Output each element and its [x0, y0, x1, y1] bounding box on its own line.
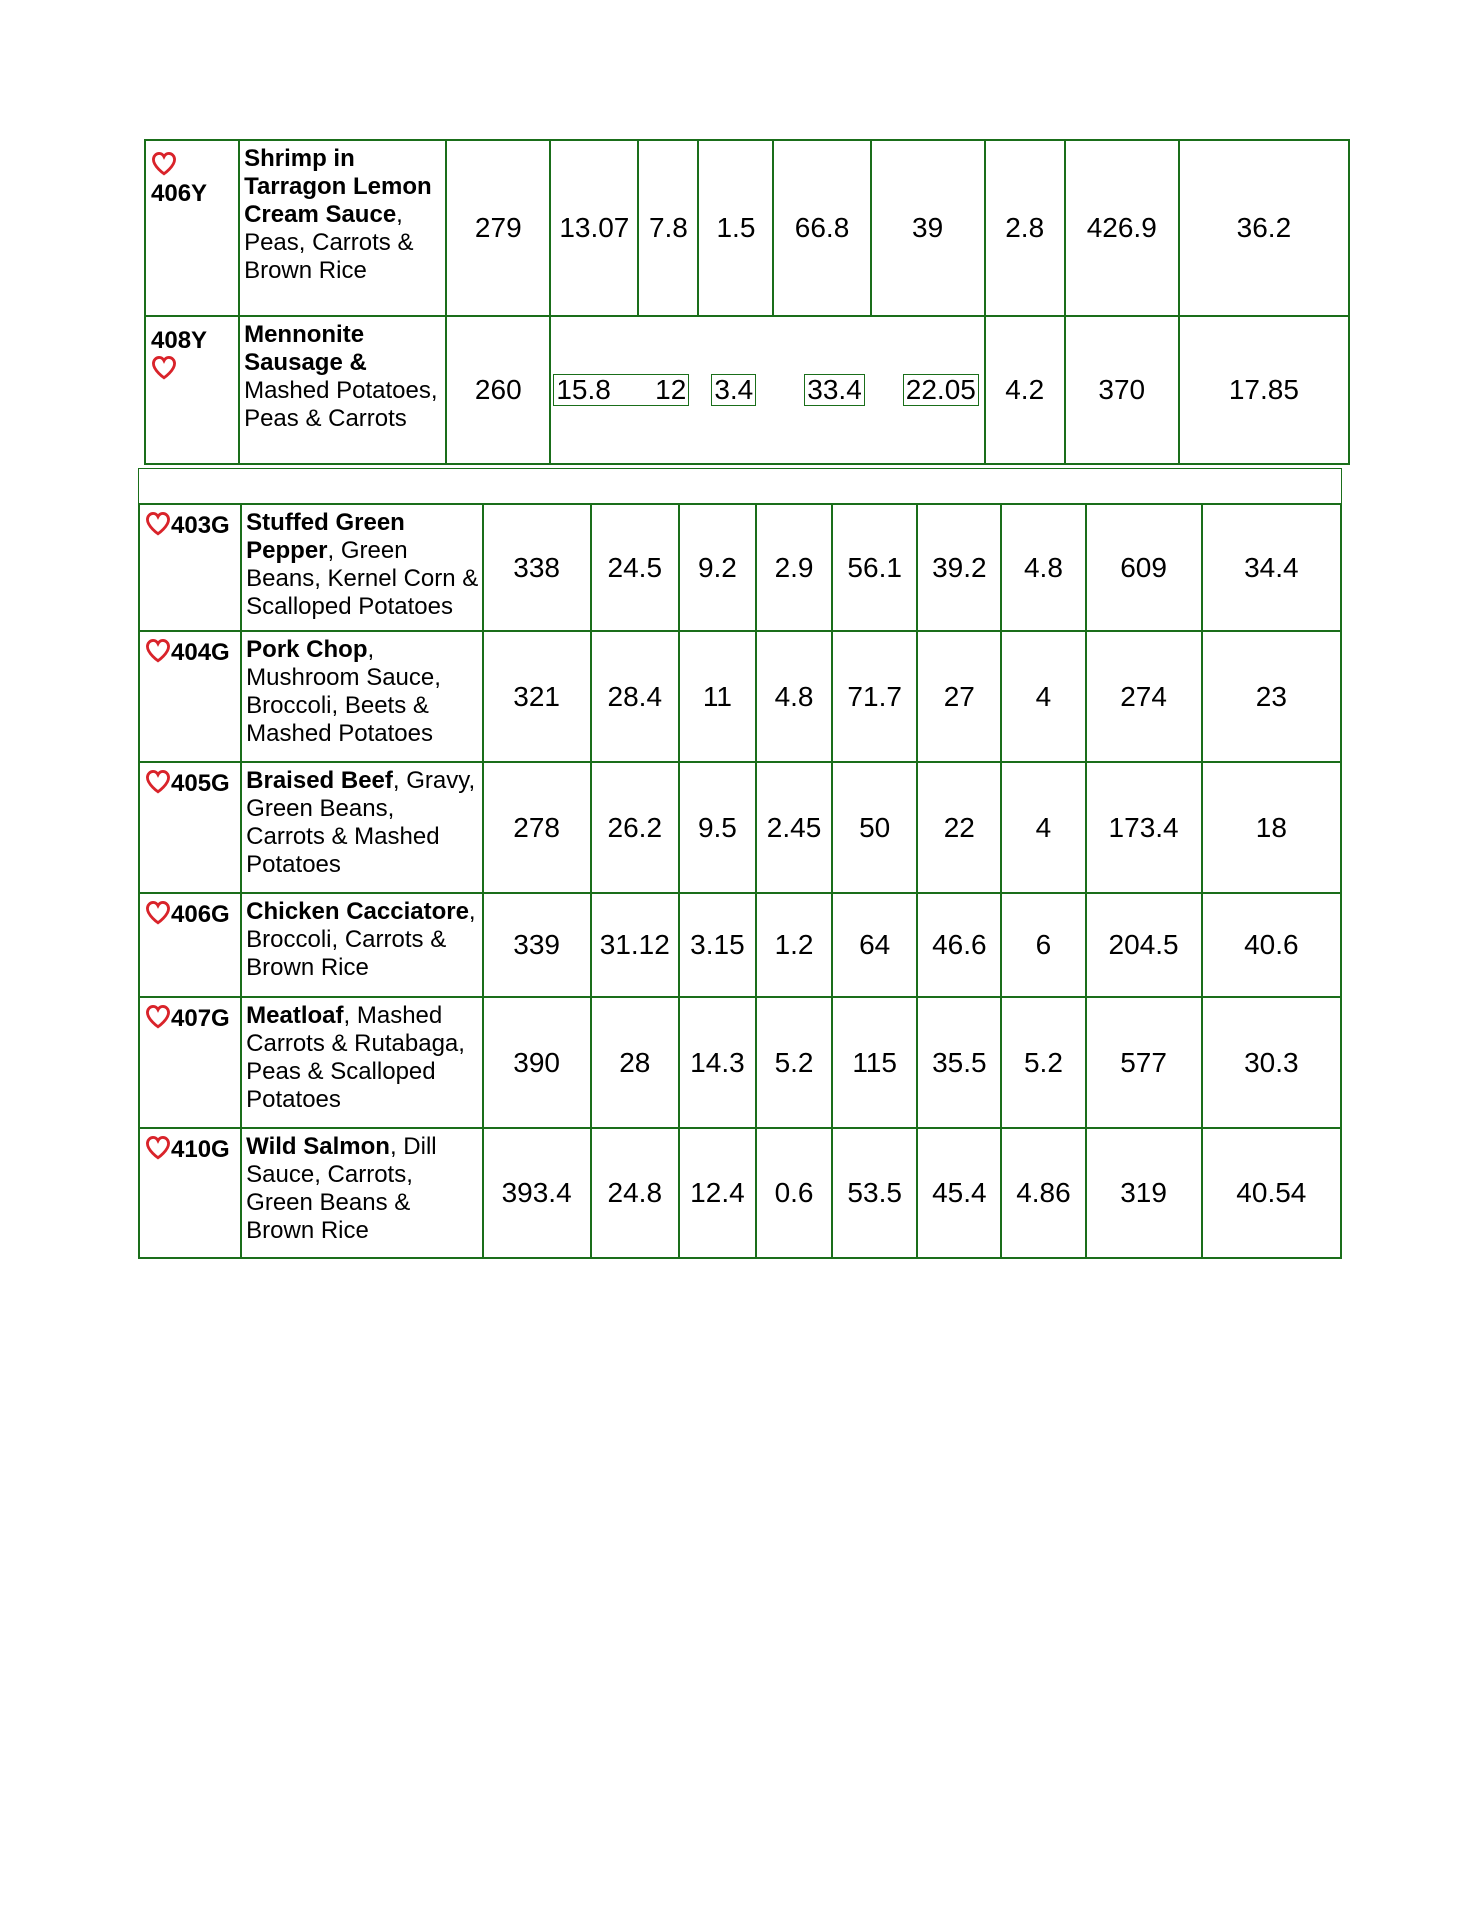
- cholesterol-value: 64: [832, 893, 917, 997]
- sugar-value: 36.2: [1179, 140, 1349, 316]
- fibre-value: 4: [1001, 631, 1085, 762]
- meal-name-cell: [241, 997, 482, 1128]
- meal-name-rest: , Dill Sauce, Carrots, Green Beans & Brown Rice: [246, 1133, 437, 1244]
- carbohydrate-value: 22.05: [903, 374, 979, 406]
- meal-name-cell: [239, 316, 446, 464]
- meal-name-rest: Mashed Potatoes, Peas & Carrots: [244, 377, 438, 432]
- calories-value: 390: [483, 997, 591, 1128]
- cholesterol-value: 71.7: [832, 631, 917, 762]
- table-row: [139, 1128, 1341, 1258]
- table-row: [139, 762, 1341, 893]
- protein-value: 13.07: [550, 140, 638, 316]
- meal-code-cell: [139, 631, 241, 762]
- heart-icon: [145, 1135, 171, 1161]
- carbohydrate-value: 35.5: [917, 997, 1001, 1128]
- meal-name-rest: , Green Beans, Kernel Corn & Scalloped Potatoes: [246, 537, 479, 620]
- meal-name-bold: Shrimp in Tarragon Lemon Cream Sauce: [244, 145, 432, 228]
- carbohydrate-value: 27: [917, 631, 1001, 762]
- meal-name-bold: Mennonite Sausage &: [244, 321, 367, 376]
- carbohydrate-value: 22: [917, 762, 1001, 893]
- meal-name-bold: Chicken Cacciatore: [246, 898, 469, 925]
- fibre-value: 5.2: [1001, 997, 1085, 1128]
- calories-value: 393.4: [483, 1128, 591, 1258]
- meal-table-g: [138, 468, 1342, 1259]
- meal-name-rest: , Gravy, Green Beans, Carrots & Mashed Potatoes: [246, 767, 476, 878]
- meal-table-y: [144, 139, 1350, 465]
- saturated-fat-value: 5.2: [756, 997, 832, 1128]
- table-row: [139, 504, 1341, 631]
- table-row: [145, 140, 1349, 316]
- meal-code-cell: [145, 140, 239, 316]
- calories-value: 279: [446, 140, 550, 316]
- fibre-value: 4.2: [985, 316, 1065, 464]
- calories-value: 321: [483, 631, 591, 762]
- heart-icon: [145, 511, 171, 537]
- cholesterol-value: 33.4: [804, 374, 865, 406]
- meal-name-cell: [241, 1128, 482, 1258]
- meal-code: 410G: [171, 1136, 230, 1163]
- sugar-value: 40.54: [1202, 1128, 1341, 1258]
- meal-code: 404G: [171, 639, 230, 666]
- protein-value: 24.5: [591, 504, 679, 631]
- table-row: [139, 631, 1341, 762]
- fat-value: 11: [679, 631, 756, 762]
- meal-name-rest: , Mashed Carrots & Rutabaga, Peas & Scalloped Potatoes: [246, 1002, 465, 1113]
- saturated-fat-value: 1.5: [698, 140, 773, 316]
- sodium-value: 577: [1086, 997, 1202, 1128]
- fat-value: 7.8: [638, 140, 698, 316]
- fat-value: 9.5: [679, 762, 756, 893]
- sugar-value: 40.6: [1202, 893, 1341, 997]
- meal-name-cell: [241, 504, 482, 631]
- sugar-value: 18: [1202, 762, 1341, 893]
- meal-code-cell: [139, 997, 241, 1128]
- heart-icon: [145, 769, 171, 795]
- calories-value: 260: [446, 316, 550, 464]
- sodium-value: 319: [1086, 1128, 1202, 1258]
- fat-value: 9.2: [679, 504, 756, 631]
- protein-value: 28: [591, 997, 679, 1128]
- table-row: [145, 316, 1349, 464]
- meal-name-bold: Stuffed Green Pepper: [246, 509, 405, 564]
- meal-name-cell: [239, 140, 446, 316]
- calories-value: 339: [483, 893, 591, 997]
- heart-icon: [145, 1004, 171, 1030]
- heart-icon: [145, 638, 171, 664]
- fat-value: 14.3: [679, 997, 756, 1128]
- meal-name-bold: Pork Chop: [246, 636, 368, 663]
- meal-code-cell: [139, 762, 241, 893]
- carbohydrate-value: 39.2: [917, 504, 1001, 631]
- protein-value: 28.4: [591, 631, 679, 762]
- meal-name-bold: Meatloaf: [246, 1002, 344, 1029]
- spacer-row: [139, 469, 1341, 504]
- saturated-fat-value: 1.2: [756, 893, 832, 997]
- cholesterol-value: 56.1: [832, 504, 917, 631]
- meal-name-cell: [241, 762, 482, 893]
- fibre-value: 4: [1001, 762, 1085, 893]
- meal-name-cell: [241, 631, 482, 762]
- protein-value: 15.8: [556, 374, 611, 405]
- spacer-cell: [139, 469, 1341, 504]
- protein-value: 31.12: [591, 893, 679, 997]
- meal-code: 407G: [171, 1005, 230, 1032]
- meal-code: 408Y: [151, 327, 208, 354]
- saturated-fat-value: 3.4: [711, 374, 756, 406]
- meal-code-cell: [145, 316, 239, 464]
- sodium-value: 173.4: [1086, 762, 1202, 893]
- cholesterol-value: 53.5: [832, 1128, 917, 1258]
- meal-name-bold: Wild Salmon: [246, 1133, 390, 1160]
- merged-values-cell: [550, 316, 984, 464]
- protein-fat-box: [553, 374, 689, 406]
- calories-value: 278: [483, 762, 591, 893]
- sugar-value: 17.85: [1179, 316, 1349, 464]
- sodium-value: 274: [1086, 631, 1202, 762]
- meal-code: 406Y: [151, 180, 208, 207]
- fibre-value: 4.8: [1001, 504, 1085, 631]
- saturated-fat-value: 2.45: [756, 762, 832, 893]
- saturated-fat-value: 2.9: [756, 504, 832, 631]
- meal-code: 405G: [171, 770, 230, 797]
- saturated-fat-value: 0.6: [756, 1128, 832, 1258]
- fat-value: 12: [655, 374, 687, 405]
- sugar-value: 34.4: [1202, 504, 1341, 631]
- carbohydrate-value: 39: [871, 140, 985, 316]
- heart-icon: [151, 151, 177, 177]
- fat-value: 12.4: [679, 1128, 756, 1258]
- fat-value: 3.15: [679, 893, 756, 997]
- table-row: [139, 893, 1341, 997]
- meal-code-cell: [139, 1128, 241, 1258]
- meal-name-cell: [241, 893, 482, 997]
- meal-name-rest: , Mushroom Sauce, Broccoli, Beets & Mashed Potatoes: [246, 636, 441, 747]
- sodium-value: 370: [1065, 316, 1179, 464]
- sodium-value: 609: [1086, 504, 1202, 631]
- saturated-fat-value: 4.8: [756, 631, 832, 762]
- sodium-value: 204.5: [1086, 893, 1202, 997]
- carbohydrate-value: 46.6: [917, 893, 1001, 997]
- sodium-value: 426.9: [1065, 140, 1179, 316]
- protein-value: 26.2: [591, 762, 679, 893]
- meal-code-cell: [139, 893, 241, 997]
- carbohydrate-value: 45.4: [917, 1128, 1001, 1258]
- fibre-value: 2.8: [985, 140, 1065, 316]
- fibre-value: 6: [1001, 893, 1085, 997]
- heart-icon: [145, 900, 171, 926]
- meal-code: 406G: [171, 901, 230, 928]
- protein-value: 24.8: [591, 1128, 679, 1258]
- heart-icon: [151, 355, 177, 381]
- meal-code: 403G: [171, 512, 230, 539]
- meal-name-rest: , Peas, Carrots & Brown Rice: [244, 201, 414, 284]
- sugar-value: 30.3: [1202, 997, 1341, 1128]
- cholesterol-value: 115: [832, 997, 917, 1128]
- meal-name-bold: Braised Beef: [246, 767, 393, 794]
- cholesterol-value: 50: [832, 762, 917, 893]
- meal-name-rest: , Broccoli, Carrots & Brown Rice: [246, 898, 476, 981]
- fibre-value: 4.86: [1001, 1128, 1085, 1258]
- sugar-value: 23: [1202, 631, 1341, 762]
- calories-value: 338: [483, 504, 591, 631]
- cholesterol-value: 66.8: [773, 140, 870, 316]
- meal-code-cell: [139, 504, 241, 631]
- table-row: [139, 997, 1341, 1128]
